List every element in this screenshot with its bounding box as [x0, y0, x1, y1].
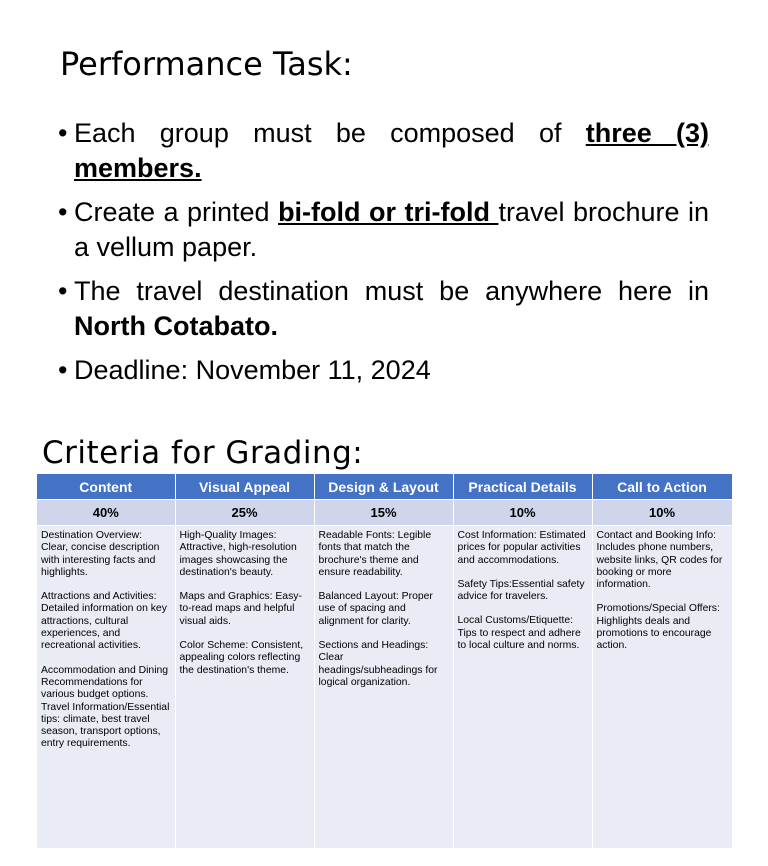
header-practical-details: Practical Details [453, 474, 592, 500]
criteria-paragraph: Safety Tips:Essential safety advice for travelers. [457, 578, 585, 603]
criteria-paragraph: Readable Fonts: Legible fonts that match the brochure's theme and ensure readability. [318, 530, 432, 578]
header-content: Content [37, 474, 175, 500]
desc-call-to-action [592, 526, 732, 849]
bullet-icon: • [58, 197, 68, 227]
bullet-emphasis: three (3) members. [74, 118, 709, 183]
desc-design-layout [314, 526, 453, 849]
percent-visual-appeal: 25% [175, 500, 314, 526]
criteria-paragraph: Maps and Graphics: Easy-to-read maps and helpful visual aids. [179, 591, 302, 627]
bullet-text: The travel destination must be anywhere here in [74, 276, 709, 306]
criteria-paragraph: Promotions/Special Offers: Highlights deals and promotions to encourage action. [596, 603, 720, 652]
desc-practical-details [453, 526, 592, 849]
bullet-group-size [58, 116, 709, 186]
bullet-icon: • [58, 355, 68, 385]
task-bullet-list [58, 116, 709, 397]
bullet-brochure [58, 195, 709, 265]
criteria-paragraph: Sections and Headings: Clear headings/subheadings for logical organization. [318, 640, 438, 688]
criteria-paragraph: Local Customs/Etiquette: Tips to respect and adhere to local culture and norms. [457, 615, 581, 652]
grading-table [37, 474, 733, 848]
percent-row [37, 500, 732, 526]
description-row [37, 526, 732, 849]
criteria-paragraph: Contact and Booking Info: Includes phone numbers, website links, QR codes for booking or more information. [596, 530, 723, 591]
bullet-destination [58, 274, 709, 344]
bullet-emphasis: bi-fold or tri-fold [278, 197, 499, 227]
header-design-layout: Design & Layout [314, 474, 453, 500]
criteria-title: Criteria for Grading: [42, 435, 364, 471]
bullet-deadline [58, 353, 709, 388]
bullet-icon: • [58, 276, 68, 306]
bullet-text: Deadline: November 11, 2024 [74, 355, 431, 385]
header-visual-appeal: Visual Appeal [175, 474, 314, 500]
percent-practical-details: 10% [453, 500, 592, 526]
desc-visual-appeal [175, 526, 314, 849]
criteria-paragraph: Cost Information: Estimated prices for popular activities and accommodations. [457, 530, 586, 566]
criteria-paragraph: Attractions and Activities: Detailed information on key attractions, cultural experiences, and recreational activities. [41, 591, 167, 652]
criteria-paragraph: High-Quality Images: Attractive, high-resolution images showcasing the destination's beauty. [179, 530, 297, 578]
bullet-text: travel brochure in a vellum paper. [74, 197, 709, 262]
criteria-paragraph: Color Scheme: Consistent, appealing colors reflecting the destination's theme. [179, 640, 304, 676]
percent-call-to-action: 10% [592, 500, 732, 526]
header-row [37, 474, 732, 500]
performance-task-title: Performance Task: [60, 45, 353, 83]
bullet-text: Each group must be composed of [74, 118, 586, 148]
criteria-paragraph: Balanced Layout: Proper use of spacing and alignment for clarity. [318, 591, 433, 627]
percent-content: 40% [37, 500, 175, 526]
bullet-text: Create a printed [74, 197, 279, 227]
percent-design-layout: 15% [314, 500, 453, 526]
criteria-paragraph: Accommodation and Dining Recommendations for various budget options. Travel Information/Essential tips: climate, best travel season, transport options, entry requirements. [41, 664, 170, 750]
criteria-paragraph: Destination Overview: Clear, concise description with interesting facts and highlights. [41, 530, 160, 578]
bullet-bold: North Cotabato. [74, 311, 278, 341]
header-call-to-action: Call to Action [592, 474, 732, 500]
bullet-icon: • [58, 118, 68, 148]
desc-content [37, 526, 175, 849]
